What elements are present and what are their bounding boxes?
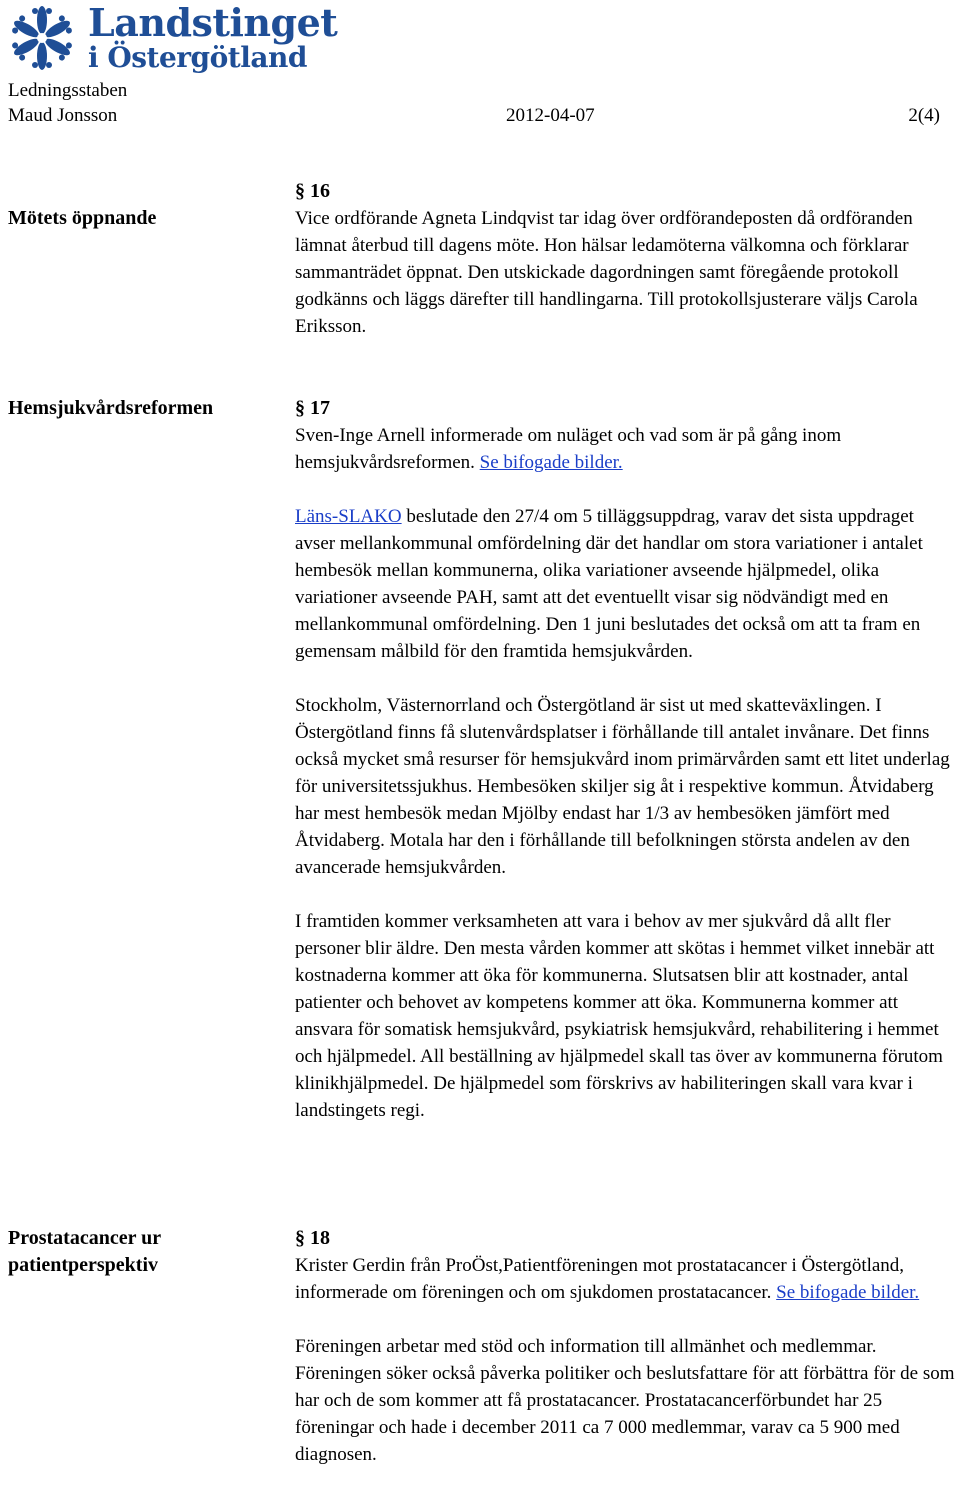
paragraph: Vice ordförande Agneta Lindqvist tar idag över ordförandeposten då ordföranden lämnat återbud till dagens möte. Hon hälsar ledamöterna välkomna och förklarar sammanträdet öppnat. Den utskickade dagordningen samt föregående protokoll godkänns och läggs därefter till handlingarna. Till protokollsjusterare väljs Carola Eriksson.: [295, 208, 918, 337]
section-number-value: 16: [310, 180, 330, 202]
section-number: [295, 178, 955, 205]
section-heading-hemsjukvardsreformen: Hemsjukvårdsreformen: [8, 397, 214, 419]
paragraph-text: Krister Gerdin från ProÖst,Patientföreningen mot prostatacancer i Östergötland, informerade om föreningen och om sjukdomen prostatacancer.: [295, 1255, 905, 1303]
paragraph: Föreningen arbetar med stöd och information till allmänhet och medlemmar. Föreningen söker också påverka politiker och beslutsfattare för att förbättra för de som har och de som kommer att få prostatacancer. Prostatacancerförbundet har 25 föreningar och hade i december 2011 ca 7 000 medlemmar, varav ca 5 900 med diagnosen.: [295, 1336, 955, 1465]
section-symbol: §: [295, 1227, 305, 1249]
paragraph: [295, 503, 955, 665]
department-label: Ledningsstaben: [8, 80, 128, 101]
logo-wordmark: [88, 2, 337, 72]
section-number: [295, 395, 955, 422]
landstinget-logo: [6, 2, 337, 74]
section-heading-motets-oppnande: Mötets öppnande: [8, 207, 157, 229]
paragraph: [295, 422, 955, 476]
paragraph: [295, 1252, 955, 1306]
attached-slides-link[interactable]: Se bifogade bilder.: [776, 1282, 920, 1303]
section-symbol: §: [295, 180, 305, 202]
paragraph: Stockholm, Västernorrland och Östergötland är sist ut med skatteväxlingen. I Östergötland finns få slutenvårdsplatser i förhållande till antalet invånare. Det finns också mycket små resurser för hemsjukvård inom primärvården samt ett litet underlag för universitetssjukhus. Hembesöken skiljer sig åt i respektive kommun. Åtvidaberg har mest hembesök medan Mjölby endast har 1/3 av hembesöken jämfört med Åtvidaberg. Motala har den i förhållande till befolkningen största andelen av den avancerade hemsjukvården.: [295, 695, 950, 878]
paragraph: I framtiden kommer verksamheten att vara i behov av mer sjukvård då allt fler personer blir äldre. Den mesta vården kommer att skötas i hemmet vilket innebär att kostnaderna kommer att öka för kommunerna. Slutsatsen blir att kostnader, antal patienter och behovet av kompetens kommer att öka. Kommunerna kommer att ansvara för somatisk hemsjukvård, psykiatrisk hemsjukvård, rehabilitering i hemmet och hjälpmedel. All beställning av hjälpmedel skall tas över av kommunerna förutom klinikhjälpmedel. De hjälpmedel som förskrivs av habiliteringen skall vara kvar i landstingets regi.: [295, 911, 943, 1121]
logo-line-1: Landstinget: [88, 0, 338, 45]
lans-slako-link[interactable]: Läns-SLAKO: [295, 506, 402, 527]
attached-slides-link[interactable]: Se bifogade bilder.: [479, 452, 623, 473]
logo-line-2: i Östergötland: [88, 41, 307, 74]
section-number-value: 18: [310, 1227, 330, 1249]
paragraph-text: beslutade den 27/4 om 5 tilläggsuppdrag, varav det sista uppdraget avser mellankommunal omfördelning där det handlar om stora variationer i antalet hembesök mellan kommunerna, olika variationer avseende hjälpmedel, olika variationer avseende PAH, samt att det eventuellt visar sig nödvändigt med en mellankommunal omfördelning. Den 1 juni beslutades det också om att ta fram en gemensam målbild för den framtida hemsjukvården.: [295, 506, 923, 662]
author-name: Maud Jonsson: [8, 105, 118, 126]
page-number: 2(4): [908, 105, 940, 126]
section-heading-prostatacancer: Prostatacancer ur patientperspektiv: [8, 1227, 161, 1276]
section-number-value: 17: [310, 397, 330, 419]
document-date: 2012-04-07: [506, 105, 595, 126]
section-symbol: §: [295, 397, 305, 419]
section-number: [295, 1225, 955, 1252]
section-17-body: [295, 395, 955, 1124]
section-16-body: [295, 178, 955, 340]
section-18-body: [295, 1225, 955, 1468]
paragraph-text: Sven-Inge Arnell informerade om nuläget och vad som är på gång inom hemsjukvårdsreformen.: [295, 425, 842, 473]
snowflake-emblem-icon: [6, 2, 78, 74]
